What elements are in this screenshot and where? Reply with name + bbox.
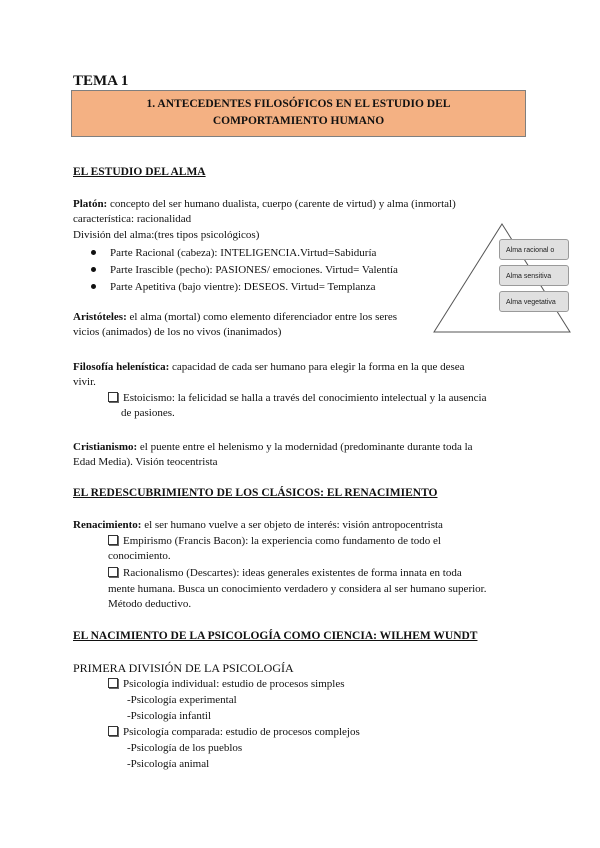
helenistica-label: Filosofía helenística: (73, 361, 170, 373)
aristoteles-text: el alma (mortal) como elemento diferenciador entre los seres (126, 311, 398, 323)
aristoteles-line-1 (73, 310, 397, 325)
sub-item: -Psicología de los pueblos (127, 742, 243, 754)
racionalismo-line-1 (108, 566, 462, 581)
racionalismo-line-2: mente humana. Busca un conocimiento verdadero y considera al ser humano superior. (108, 583, 487, 595)
bullet-text: Parte Racional (cabeza): INTELIGENCIA.Virtud=Sabiduría (110, 247, 377, 259)
platon-label: Platón: (73, 198, 108, 210)
primera-division: PRIMERA DIVISIÓN DE LA PSICOLOGÍA (73, 661, 294, 675)
soul-box-rational: Alma racional o (499, 239, 569, 260)
division-alma: División del alma:(tres tipos psicológicos) (73, 229, 260, 241)
psicologia-individual (108, 677, 345, 692)
cristianismo-label: Cristianismo: (73, 441, 138, 453)
cristianismo-line-2: Edad Media). Visión teocentrista (73, 456, 218, 468)
bullet-item (91, 246, 376, 261)
estoicismo-line-1 (108, 391, 486, 406)
bullet-item (91, 263, 398, 278)
bullet-icon (91, 284, 96, 289)
checkbox-bullet-icon (108, 726, 118, 736)
soul-diagram (432, 222, 572, 337)
sub-item: -Psicología experimental (127, 694, 237, 706)
cristianismo-text: el puente entre el helenismo y la modernidad (predominante durante toda la (137, 441, 473, 453)
renacimiento-text: el ser humano vuelve a ser objeto de interés: visión antropocentrista (141, 519, 443, 531)
helenistica-text: capacidad de cada ser humano para elegir la forma en la que desea (169, 361, 465, 373)
soul-box-vegetative: Alma vegetativa (499, 291, 569, 312)
aristoteles-label: Aristóteles: (73, 311, 127, 323)
section-header-box (71, 90, 526, 137)
empirismo-text: Empirismo (Francis Bacon): la experiencia como fundamento de todo el (123, 535, 441, 547)
header-line-2: COMPORTAMIENTO HUMANO (212, 115, 385, 127)
comparada-text: Psicología comparada: estudio de procesos complejos (123, 726, 360, 738)
renacimiento-line (73, 518, 443, 533)
aristoteles-line-2: vicios (animados) de los no vivos (inanimados) (73, 326, 282, 338)
platon-line-2: característica: racionalidad (73, 213, 192, 225)
sub-item: -Psicología infantil (127, 710, 212, 722)
sub-item: -Psicología animal (127, 758, 210, 770)
helenistica-line-1 (73, 360, 465, 375)
bullet-text: Parte Irascible (pecho): PASIONES/ emociones. Virtud= Valentía (110, 264, 398, 276)
header-line-1: 1. ANTECEDENTES FILOSÓFICOS EN EL ESTUDIO DEL (146, 98, 451, 110)
bullet-item (91, 280, 376, 295)
checkbox-bullet-icon (108, 678, 118, 688)
checkbox-bullet-icon (108, 392, 118, 402)
bullet-text: Parte Apetitiva (bajo vientre): DESEOS. Virtud= Templanza (110, 281, 376, 293)
estoicismo-line-2: de pasiones. (121, 407, 175, 419)
platon-line-1 (73, 197, 456, 212)
helenistica-line-2: vivir. (73, 376, 96, 388)
renacimiento-label: Renacimiento: (73, 519, 142, 531)
heading-estudio-alma: EL ESTUDIO DEL ALMA (73, 166, 206, 178)
racionalismo-text: Racionalismo (Descartes): ideas generales existentes de forma innata en toda (123, 567, 462, 579)
empirismo-line-1 (108, 534, 441, 549)
platon-text: concepto del ser humano dualista, cuerpo (carente de virtud) y alma (inmortal) (107, 198, 456, 210)
heading-renacimiento: EL REDESCUBRIMIENTO DE LOS CLÁSICOS: EL RENACIMIENTO (73, 487, 438, 499)
soul-box-sensitive: Alma sensitiva (499, 265, 569, 286)
bullet-icon (91, 267, 96, 272)
psicologia-comparada (108, 725, 360, 740)
page-title: TEMA 1 (73, 73, 129, 89)
heading-wundt: EL NACIMIENTO DE LA PSICOLOGÍA COMO CIENCIA: WILHEM WUNDT (73, 630, 478, 642)
bullet-icon (91, 250, 96, 255)
checkbox-bullet-icon (108, 567, 118, 577)
estoicismo-text: Estoicismo: la felicidad se halla a través del conocimiento intelectual y la ausencia (123, 392, 487, 404)
individual-text: Psicología individual: estudio de procesos simples (123, 678, 345, 690)
checkbox-bullet-icon (108, 535, 118, 545)
cristianismo-line-1 (73, 440, 473, 455)
racionalismo-line-3: Método deductivo. (108, 598, 192, 610)
empirismo-line-2: conocimiento. (108, 550, 171, 562)
